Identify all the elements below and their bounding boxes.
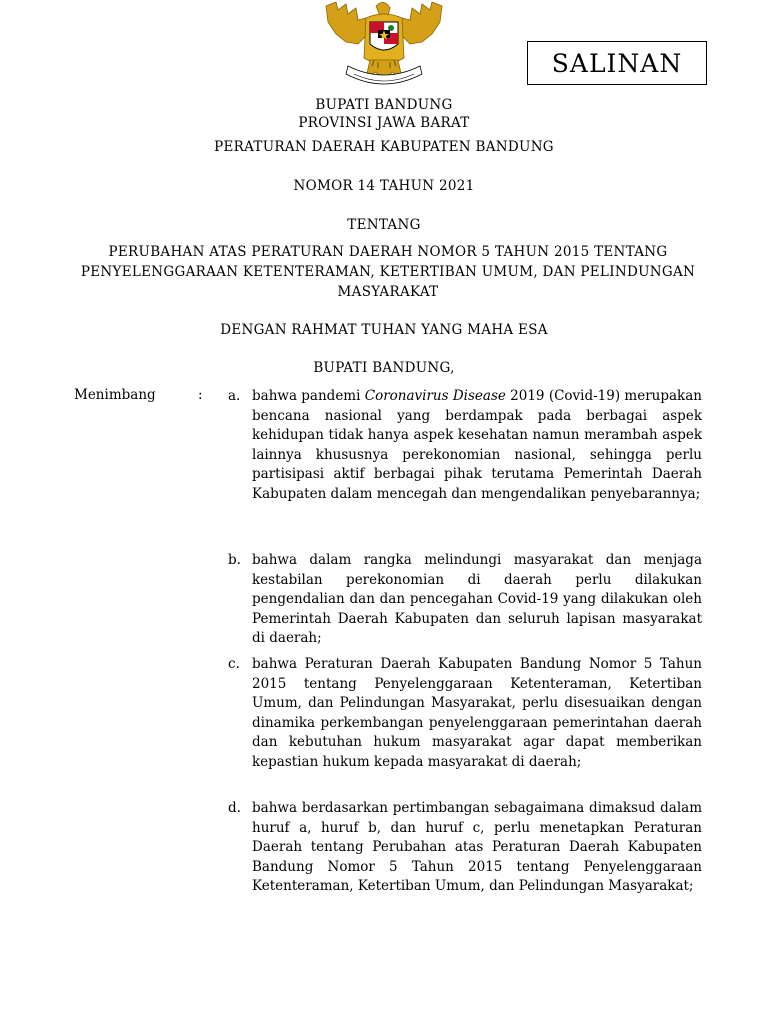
- about-heading: TENTANG: [347, 217, 421, 233]
- item-text: bahwa pandemi Coronavirus Disease 2019 (Covid-19) merupakan bencana nasional yang berdampak pada berbagai aspek kehidupan tidak hanya aspek kesehatan namun merambah aspek lainnya khususnya perekonomian nasional, sehingga perlu partisipasi aktif berbagai pihak terutama Pemerintah Daerah Kabupaten dalam mencegah dan mengendalikan penyebarannya;: [252, 388, 702, 502]
- item-marker: b.: [228, 552, 241, 568]
- item-marker: c.: [228, 656, 240, 672]
- item-text: bahwa berdasarkan pertimbangan sebagaimana dimaksud dalam huruf a, huruf b, dan huruf c, perlu menetapkan Peraturan Daerah tentang Perubahan atas Peraturan Daerah Kabupaten Bandung Nomor 5 Tahun 2015 tentang Penyelenggaraan Ketenteraman, Ketertiban Umum, dan Pelindungan Masyarakat;: [252, 800, 702, 894]
- considering-colon: :: [198, 387, 203, 403]
- official-heading: BUPATI BANDUNG,: [313, 360, 455, 376]
- item-marker: d.: [228, 800, 241, 816]
- considering-item: [228, 655, 702, 772]
- considering-label: Menimbang: [74, 387, 156, 403]
- considering-item: [228, 799, 702, 897]
- considering-item: [228, 387, 702, 504]
- grace-phrase: DENGAN RAHMAT TUHAN YANG MAHA ESA: [220, 322, 548, 338]
- regulation-number: NOMOR 14 TAHUN 2021: [293, 178, 475, 194]
- salinan-stamp: SALINAN: [527, 41, 707, 85]
- italic-term: Coronavirus Disease: [364, 388, 506, 404]
- regulation-subject: PERUBAHAN ATAS PERATURAN DAERAH NOMOR 5 TAHUN 2015 TENTANG PENYELENGGARAAN KETENTERAMAN, KETERTIBAN UMUM, DAN PELINDUNGAN MASYARAKAT: [80, 244, 696, 300]
- considering-item: [228, 551, 702, 649]
- item-text: bahwa Peraturan Daerah Kabupaten Bandung Nomor 5 Tahun 2015 tentang Penyelenggaraan Ketenteraman, Ketertiban Umum, dan Pelindungan Masyarakat, perlu disesuaikan dengan dinamika perkembangan penyelenggaraan pemerintahan daerah dan kebutuhan hukum masyarakat agar dapat memberikan kepastian hukum kepada masyarakat di daerah;: [252, 656, 702, 770]
- regulation-title: PERATURAN DAERAH KABUPATEN BANDUNG: [214, 139, 554, 155]
- province-title: PROVINSI JAWA BARAT: [298, 115, 470, 131]
- garuda-pancasila-emblem: [318, 0, 450, 96]
- official-title: BUPATI BANDUNG: [315, 97, 453, 113]
- item-text: bahwa dalam rangka melindungi masyarakat dan menjaga kestabilan perekonomian di daerah perlu dilakukan pengendalian dan dan pencegahan Covid-19 yang dilakukan oleh Pemerintah Daerah Kabupaten dan seluruh lapisan masyarakat di daerah;: [252, 552, 702, 646]
- item-marker: a.: [228, 388, 241, 404]
